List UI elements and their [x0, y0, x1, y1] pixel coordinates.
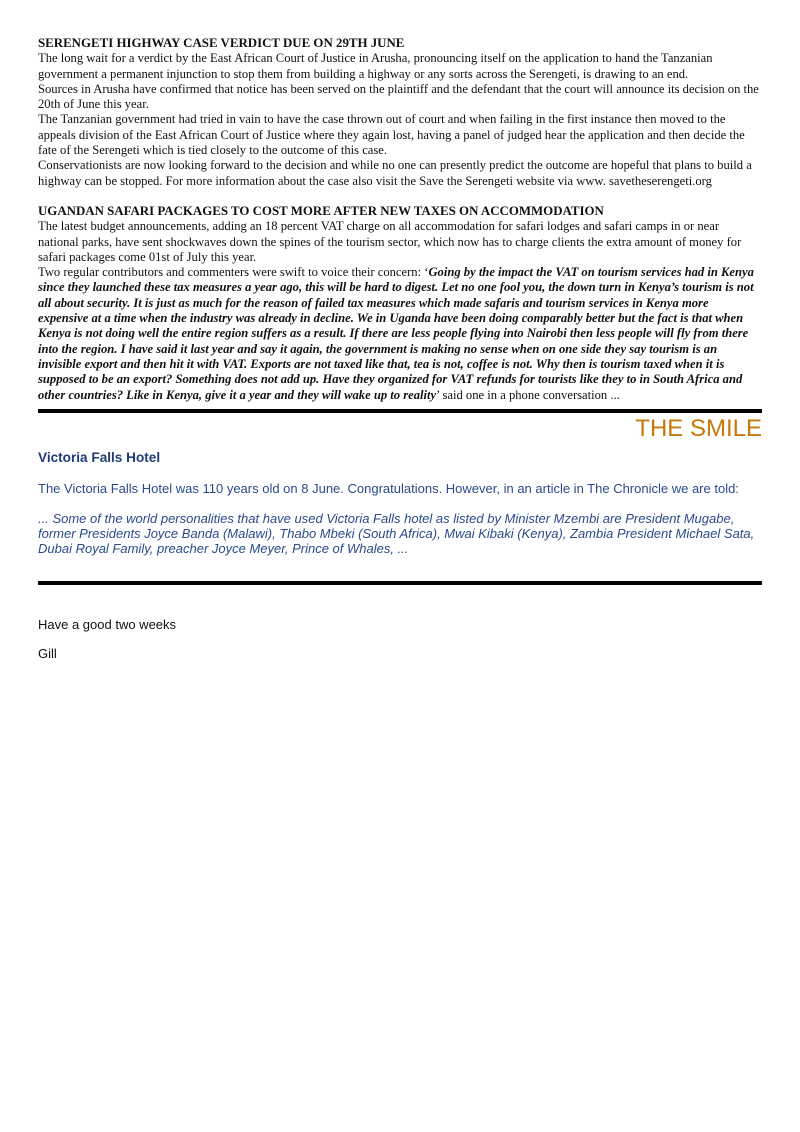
quote-outro: ’ said one in a phone conversation ...: [436, 387, 620, 402]
section-divider: [38, 581, 762, 585]
article-paragraph: Sources in Arusha have confirmed that notice has been served on the plaintiff and the defendant that the court will announce its decision on the 20th of June this year.: [38, 81, 759, 112]
article-paragraph: The latest budget announcements, adding an 18 percent VAT charge on all accommodation for safari lodges and safari camps in or near national parks, have sent shockwaves down the spines of the tourism sector, which now has to charge clients the extra amount of money for safari packages come 01st of July this year.: [38, 219, 742, 264]
section-quote: ... Some of the world personalities that have used Victoria Falls hotel as listed by Minister Mzembi are President Mugabe, former Presidents Joyce Banda (Malawi), Thabo Mbeki (South Africa), Mwai Kibaki (Kenya), Zambia President Michael Sata, Dubai Royal Family, preacher Joyce Meyer, Prince of Whales, ...: [38, 511, 755, 557]
article-paragraph: Conservationists are now looking forward to the decision and while no one can presently predict the outcome are hopeful that plans to build a highway can be stopped. For more information about the case also visit the Save the Serengeti website via www. savetheserengeti.org: [38, 158, 752, 188]
article-uganda: [38, 204, 762, 403]
section-title: THE SMILE: [635, 414, 762, 442]
article-serengeti: [38, 36, 762, 189]
section-heading: Victoria Falls Hotel: [38, 449, 161, 465]
section-divider: [38, 409, 762, 413]
spacer: [38, 189, 762, 204]
article-quote-paragraph: [38, 265, 762, 403]
article-paragraph: The Tanzanian government had tried in vain to have the case thrown out of court and when failing in the first instance then moved to the appeals division of the East African Court of Justice where they again lost, having a panel of judged hear the application and then decide the fate of the Serengeti which is tied closely to the outcome of this case.: [38, 112, 745, 158]
quote-text: Going by the impact the VAT on tourism services had in Kenya since they launched these tax measures a year ago, this will be hard to digest. Let no one fool you, the down turn in Kenya’s tourism is not all about security. It is just as much for the reason of failed tax measures which made safaris and tourism services in Kenya more expensive at a time when the industry was already in decline. We in Uganda have been doing comparably better but the fact is that when Kenya is not doing well the entire region suffers as a result. If there are less people flying into Nairobi then less people will fly from there into the region. I have said it last year and say it again, the government is making no sense when on one side they say tourism is an invisible export and then hit it with VAT. Exports are not taxed like that, tea is not, coffee is not. Why then is tourism taxed when it is supposed to be an export? Something does not add up. Have they organized for VAT refunds for tourists like they to in South Africa and other countries? Like in Kenya, give it a year and they will wake up to reality: [38, 265, 754, 402]
article-headline: UGANDAN SAFARI PACKAGES TO COST MORE AFTER NEW TAXES ON ACCOMMODATION: [38, 203, 604, 218]
article-headline: SERENGETI HIGHWAY CASE VERDICT DUE ON 29TH JUNE: [38, 36, 405, 50]
quote-intro: Two regular contributors and commenters were swift to voice their concern: ‘: [38, 265, 429, 280]
closing-line: Have a good two weeks: [38, 616, 177, 632]
section-body: The Victoria Falls Hotel was 110 years old on 8 June. Congratulations. However, in an article in The Chronicle we are told:: [38, 480, 739, 496]
closing: [38, 617, 762, 661]
signature: Gill: [38, 645, 57, 661]
newsletter-page: [38, 36, 762, 661]
article-paragraph: The long wait for a verdict by the East African Court of Justice in Arusha, pronouncing itself on the application to hand the Tanzanian government a permanent injunction to stop them from building a highway or any sorts across the Serengeti, is drawing to an end.: [38, 51, 713, 81]
